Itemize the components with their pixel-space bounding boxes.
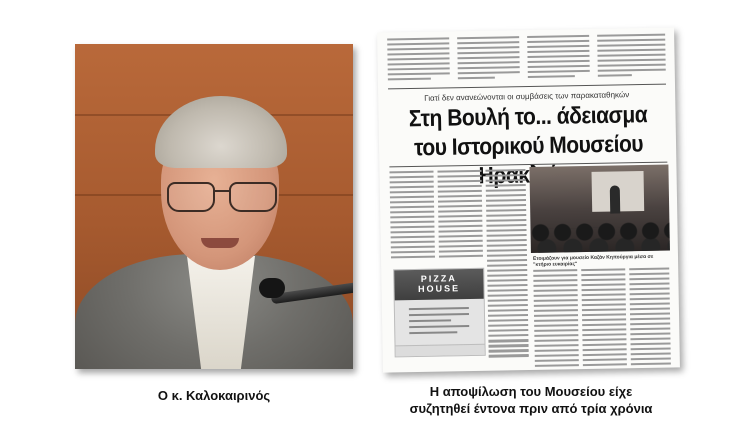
article-kicker: Γιατί δεν ανανεώνονται οι συμβάσεις των παρακαταθηκών	[424, 90, 630, 103]
text-column	[389, 171, 435, 262]
event-photo-caption: Ετοιμάζουν για μουσείο Καζάν Κηπούργια μέσα σε "κτήριο ευκαιρίας"	[532, 253, 654, 268]
photo-caption-right	[372, 383, 690, 417]
text-column	[485, 169, 528, 360]
newspaper-clipping	[377, 27, 680, 372]
hair	[155, 96, 287, 168]
headline-line-1: Στη Βουλή το... άδειασμα	[408, 102, 648, 132]
divider	[388, 84, 666, 90]
text-column	[581, 268, 627, 369]
ad-brand-line-2: HOUSE	[417, 283, 461, 294]
glasses-icon	[167, 182, 277, 212]
text-column	[527, 35, 590, 81]
photo-caption-left: Ο κ. Καλοκαιρινός	[157, 388, 271, 403]
event-photo	[529, 165, 669, 253]
text-column	[488, 340, 528, 361]
text-column	[533, 269, 579, 370]
caption-right-line-1: Η αποψίλωση του Μουσείου είχε	[429, 384, 633, 399]
text-column	[437, 170, 483, 261]
text-column	[629, 268, 671, 369]
pizza-house-ad	[393, 268, 486, 358]
microphone-icon	[259, 278, 285, 298]
text-column	[457, 36, 520, 82]
text-column	[597, 34, 666, 80]
ad-brand	[394, 273, 483, 295]
headline-line-2: του Ιστορικού Μουσείου	[413, 131, 644, 161]
caption-right-line-2: συζητηθεί έντονα πριν από τρία χρόνια	[409, 401, 653, 416]
ad-brand-line-1: PIZZA	[420, 273, 457, 284]
mouth	[201, 238, 239, 248]
portrait-photo	[75, 44, 353, 369]
text-column	[387, 37, 450, 83]
